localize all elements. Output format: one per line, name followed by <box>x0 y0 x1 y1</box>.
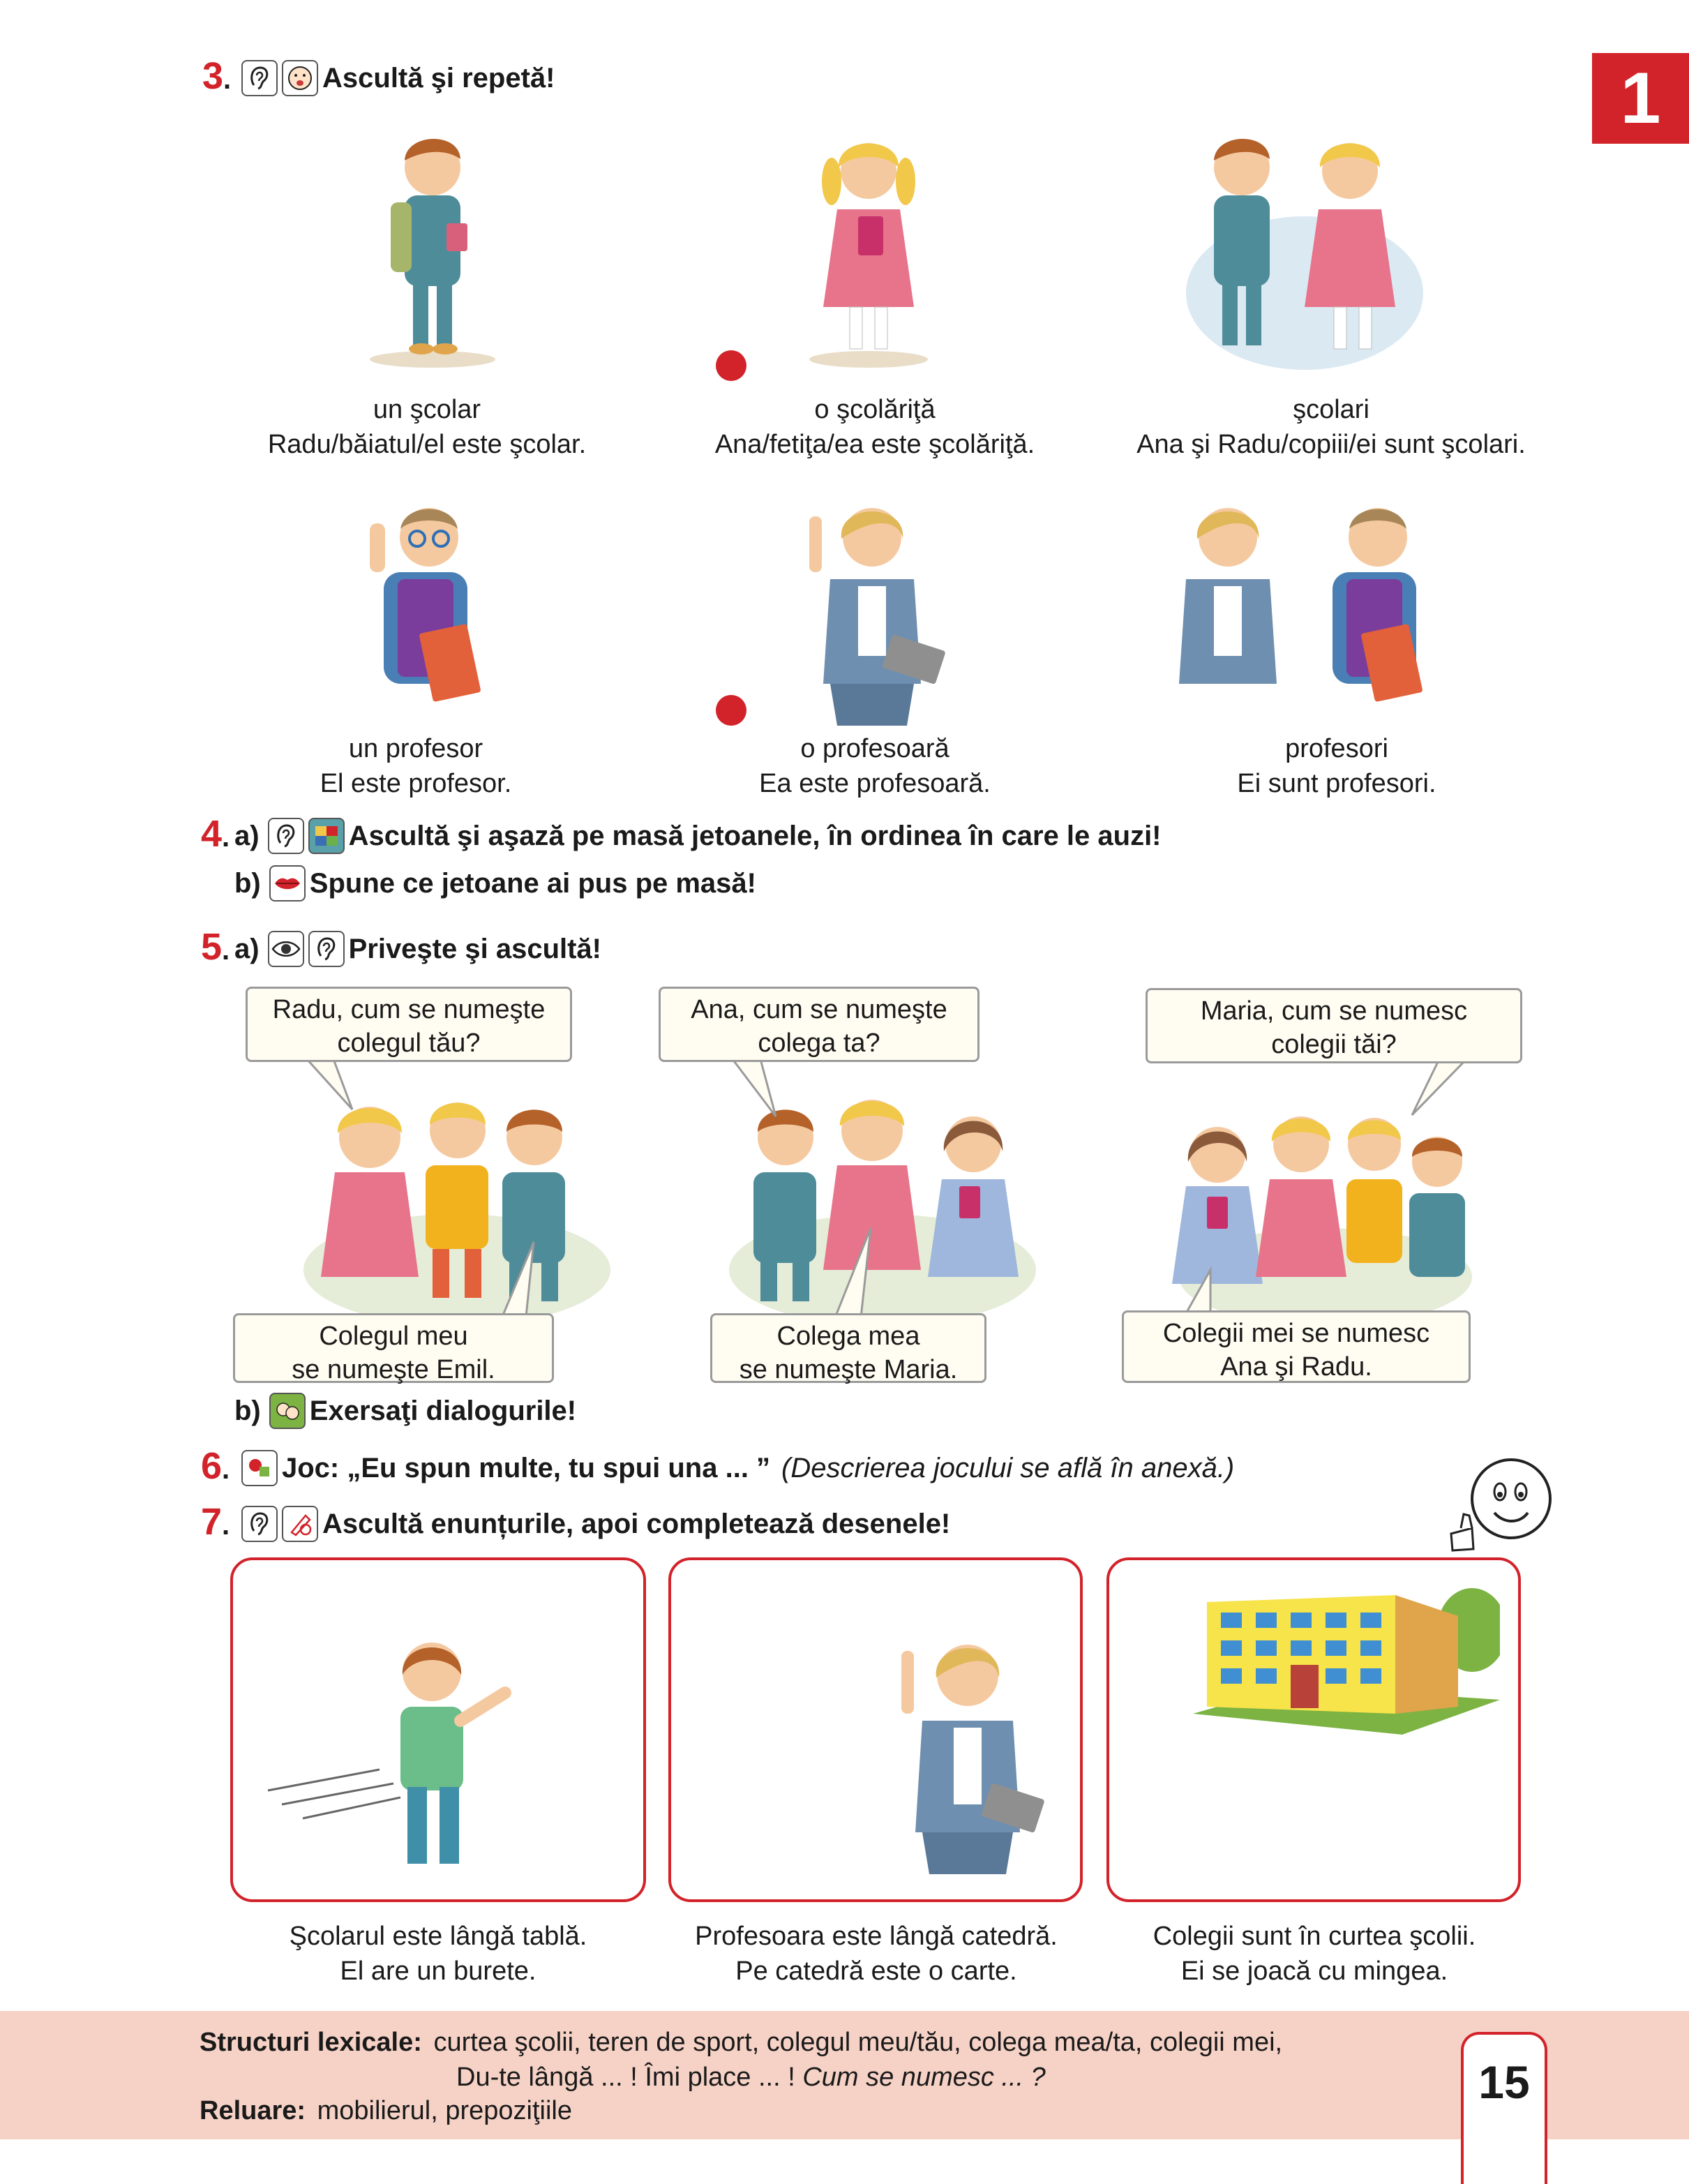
speech-bubble-answer-2: Colega mea se numeşte Maria. <box>710 1313 986 1383</box>
caption-schoolboy: un şcolar Radu/băiatul/el este şcolar. <box>267 395 587 459</box>
exercise-6-number: 6. <box>201 1445 230 1487</box>
exercise-7-instruction: Ascultă enunțurile, apoi completează desenele! <box>241 1506 950 1542</box>
game-pieces-icon <box>241 1450 278 1486</box>
speech-bubble-question-2: Ana, cum se numeşte colega ta? <box>659 987 979 1062</box>
exercise-4-number: 4. <box>201 813 230 855</box>
exercise-6-instruction: Joc: „Eu spun multe, tu spui una ... ” (Descrierea jocului se află în anexă.) <box>241 1450 1234 1486</box>
exercise-5b-instruction: b) Exersaţi dialogurile! <box>234 1393 576 1429</box>
lexical-structures-line-2: Du-te lângă ... ! Îmi place ... ! Cum se numesc ... ? <box>456 2063 1046 2092</box>
speech-bubble-answer-3: Colegii mei se numesc Ana şi Radu. <box>1122 1310 1471 1383</box>
caption-drawing-3: Colegii sunt în curtea şcolii. Ei se joacă cu mingea. <box>1153 1922 1476 1986</box>
chapter-tab: 1 <box>1592 53 1689 144</box>
drawing-frame-2[interactable] <box>668 1557 1083 1902</box>
smiley-thumbs-up-icon <box>1444 1451 1556 1556</box>
exercise-5-number: 5. <box>201 926 230 968</box>
caption-drawing-1: Şcolarul este lângă tablă. El are un burete. <box>289 1922 587 1986</box>
teacher-pointing-illustration <box>880 1602 1062 1881</box>
drawing-frame-3[interactable] <box>1106 1557 1521 1902</box>
dialogue-faces-icon <box>269 1393 306 1429</box>
page-number-box <box>1461 2032 1547 2184</box>
speech-bubble-question-3: Maria, cum se numesc colegii tăi? <box>1146 988 1522 1063</box>
lexical-structures-line-1: Structuri lexicale: curtea şcolii, teren de sport, colegul meu/tău, colega mea/ta, colegii mei, <box>200 2028 1283 2057</box>
page-number: 15 <box>1478 2056 1530 2108</box>
exercise-7-number: 7. <box>201 1501 230 1543</box>
schoolboy-from-behind-illustration <box>261 1616 568 1881</box>
school-building-illustration <box>1193 1574 1500 1735</box>
caption-drawing-2: Profesoara este lângă catedră. Pe catedră este o carte. <box>695 1922 1058 1986</box>
ear-icon <box>241 1506 278 1542</box>
caption-teachers: profesori Ei sunt profesori. <box>1237 734 1436 798</box>
exercise-3-number: 3. <box>202 55 232 97</box>
exercise-4a-instruction: a) Ascultă şi aşază pe masă jetoanele, în ordinea în care le auzi! <box>234 818 1162 854</box>
caption-female-teacher: o profesoară Ea este profesoară. <box>759 734 991 798</box>
footer-summary <box>0 2011 1689 2139</box>
exercise-3-instruction: Ascultă şi repetă! <box>241 60 555 96</box>
exercise-5a-instruction: a) Priveşte şi ascultă! <box>234 931 601 967</box>
caption-male-teacher: un profesor El este profesor. <box>320 734 512 798</box>
review-line: Reluare: mobilierul, prepoziţiile <box>200 2096 573 2125</box>
exercise-4b-instruction: b) Spune ce jetoane ai pus pe masă! <box>234 865 756 902</box>
drawing-frame-1[interactable] <box>230 1557 646 1902</box>
speech-bubble-answer-1: Colegul meu se numeşte Emil. <box>233 1313 554 1383</box>
drawing-pencil-icon <box>282 1506 318 1542</box>
speech-bubble-question-1: Radu, cum se numeşte colegul tău? <box>246 987 572 1062</box>
caption-schoolchildren: şcolari Ana şi Radu/copiii/ei sunt şcolari. <box>1136 395 1526 459</box>
caption-schoolgirl: o şcolăriţă Ana/fetiţa/ea este şcolăriţă. <box>714 395 1035 459</box>
